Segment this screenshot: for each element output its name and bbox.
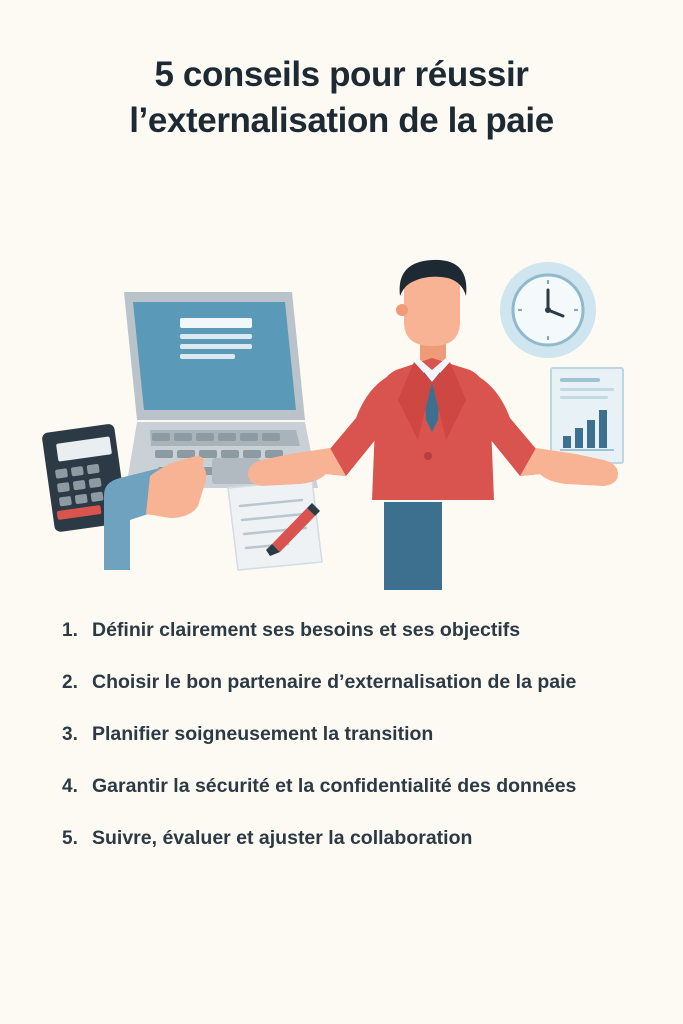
page-title xyxy=(0,52,683,144)
list-item-number: 2. xyxy=(62,672,78,693)
list-item-label: Suivre, évaluer et ajuster la collaboration xyxy=(92,827,473,849)
list-item xyxy=(62,618,662,642)
list-item-number: 3. xyxy=(62,724,78,745)
list-item-number: 4. xyxy=(62,776,78,797)
list-item xyxy=(62,722,662,746)
payroll-outsourcing-illustration xyxy=(0,250,683,590)
list-item-number: 1. xyxy=(62,620,78,641)
page-title-line-1: 5 conseils pour réussir xyxy=(154,55,529,94)
document-with-pen-icon xyxy=(228,480,322,570)
list-item-label: Choisir le bon partenaire d’externalisation de la paie xyxy=(92,671,577,693)
bar-chart-report-icon xyxy=(551,368,623,463)
list-item xyxy=(62,670,662,694)
list-item xyxy=(62,774,662,798)
list-item-number: 5. xyxy=(62,828,78,849)
page-title-line-2: l’externalisation de la paie xyxy=(129,101,554,140)
wall-clock-icon xyxy=(500,262,596,358)
list-item-label: Garantir la sécurité et la confidentialité des données xyxy=(92,775,577,797)
list-item xyxy=(62,826,662,850)
list-item-label: Définir clairement ses besoins et ses objectifs xyxy=(92,619,521,641)
tips-list xyxy=(62,618,662,878)
list-item-label: Planifier soigneusement la transition xyxy=(92,723,434,745)
